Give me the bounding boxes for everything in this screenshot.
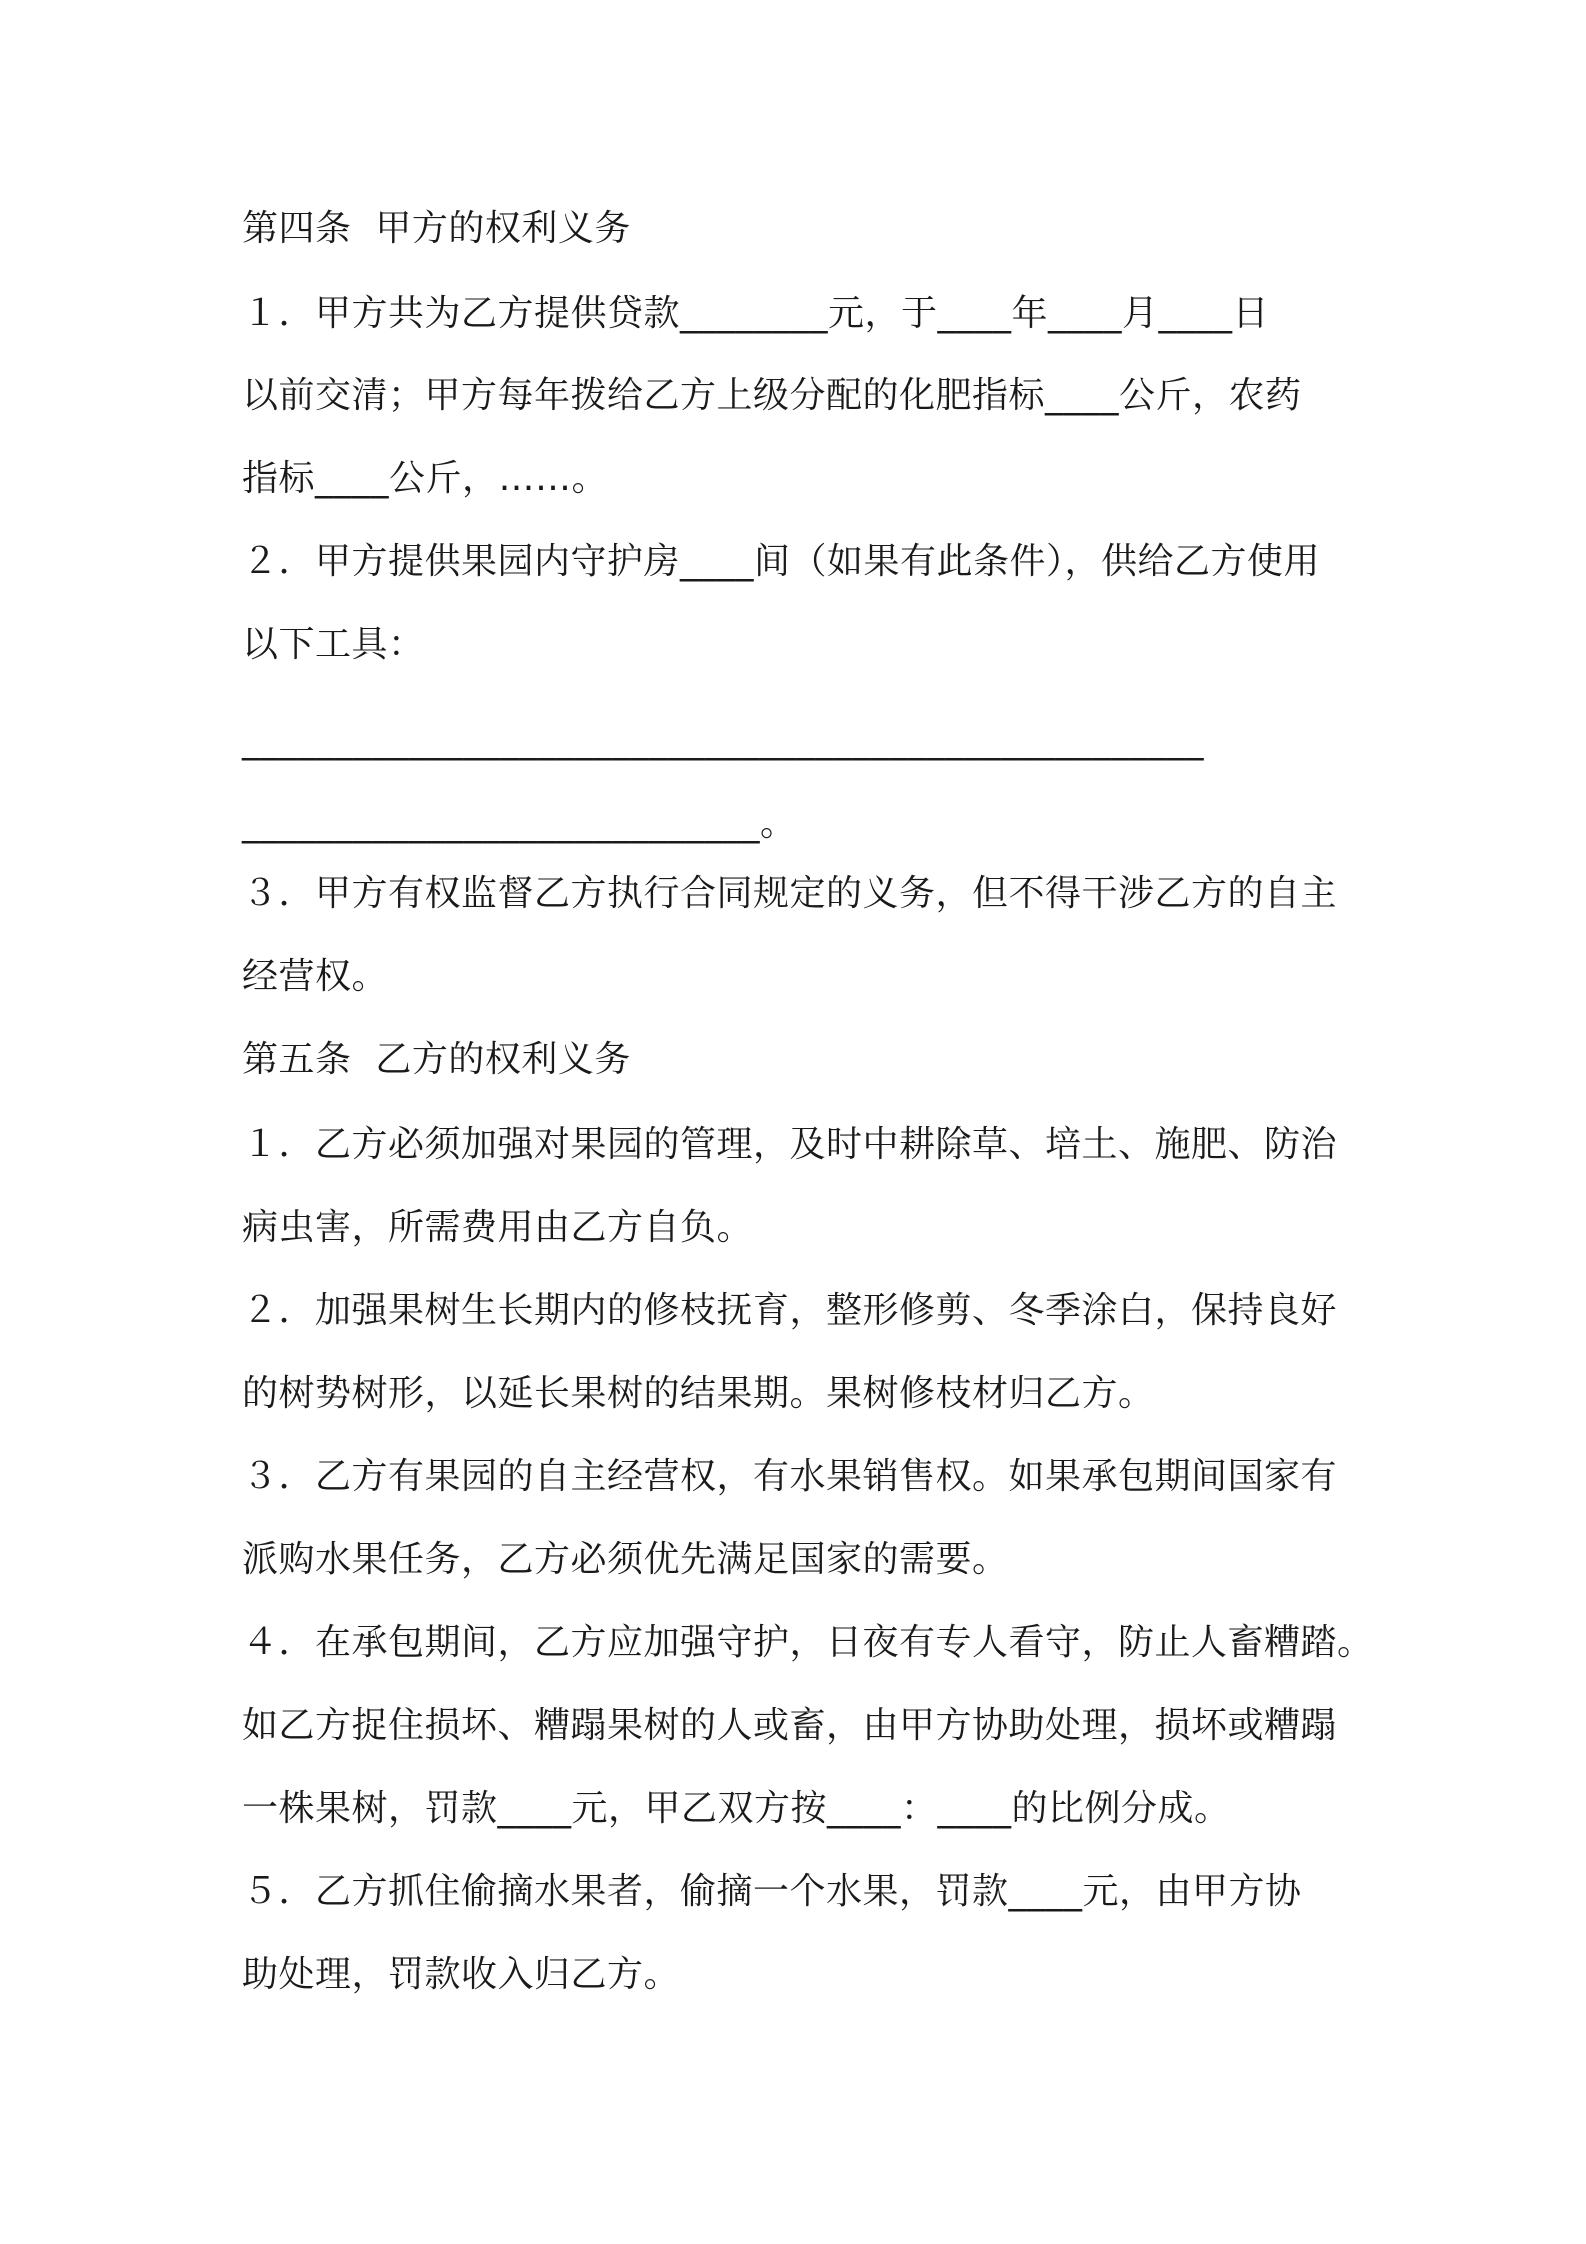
article-5-clause-4-line-3: 一株果树，罚款____元，甲乙双方按____：____的比例分成。 — [242, 1788, 1231, 1829]
article-4-clause-2-line-1: ２．甲方提供果园内守护房____间（如果有此条件），供给乙方使用 — [242, 541, 1321, 582]
article-4-clause-2-line-2: 以下工具： — [242, 624, 425, 665]
article-5-clause-2-line-2: 的树势树形，以延长果树的结果期。果树修枝材归乙方。 — [242, 1373, 1155, 1414]
article-5-clause-2-line-1: ２．加强果树生长期内的修枝抚育，整形修剪、冬季涂白，保持良好 — [242, 1290, 1338, 1331]
article-4-heading: 第四条 甲方的权利义务 — [242, 208, 631, 249]
article-4-clause-1-line-3: 指标____公斤，……。 — [242, 458, 609, 499]
article-5-heading: 第五条 乙方的权利义务 — [242, 1039, 631, 1080]
article-5-clause-4-line-2: 如乙方捉住损坏、糟蹋果树的人或畜，由甲方协助处理，损坏或糟蹋 — [242, 1705, 1338, 1746]
article-5-clause-1-line-1: １．乙方必须加强对果园的管理，及时中耕除草、培土、施肥、防治 — [242, 1124, 1338, 1165]
article-5-clause-5-line-1: ５．乙方抓住偷摘水果者，偷摘一个水果，罚款____元，由甲方协 — [242, 1871, 1302, 1912]
article-5-clause-5-line-2: 助处理，罚款收入归乙方。 — [242, 1954, 681, 1995]
article-5-clause-3-line-2: 派购水果任务，乙方必须优先满足国家的需要。 — [242, 1539, 1009, 1580]
article-5-clause-1-line-2: 病虫害，所需费用由乙方自负。 — [242, 1207, 754, 1248]
article-5-clause-3-line-1: ３．乙方有果园的自主经营权，有水果销售权。如果承包期间国家有 — [242, 1456, 1338, 1497]
tools-blank-line-2: ____________________________。 — [242, 803, 797, 844]
article-4-clause-3-line-1: ３．甲方有权监督乙方执行合同规定的义务，但不得干涉乙方的自主 — [242, 873, 1338, 914]
article-4-clause-1-line-2: 以前交清；甲方每年拨给乙方上级分配的化肥指标____公斤，农药 — [242, 375, 1302, 416]
article-5-clause-4-line-1: ４．在承包期间，乙方应加强守护，日夜有专人看守，防止人畜糟踏。 — [242, 1622, 1374, 1663]
article-4-clause-1-line-1: １．甲方共为乙方提供贷款________元，于____年____月____日 — [242, 293, 1270, 334]
article-4-clause-3-line-2: 经营权。 — [242, 956, 389, 997]
tools-blank-line-1: ____________________________________________________ — [242, 720, 1204, 761]
